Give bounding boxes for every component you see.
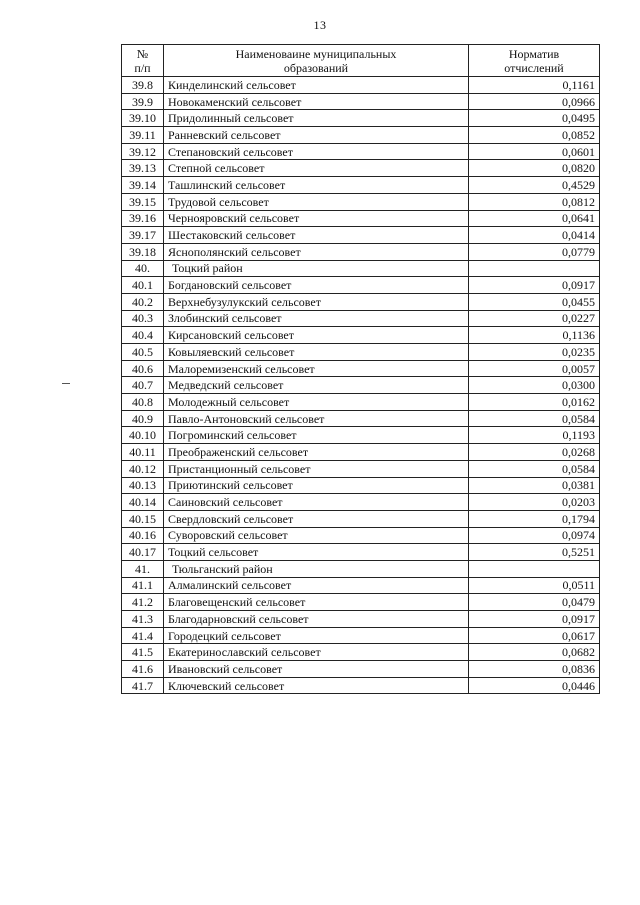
row-number: 40.8 [122,394,164,411]
row-number: 40.1 [122,277,164,294]
row-name: Ковыляевский сельсовет [164,344,469,361]
row-name: Злобинский сельсовет [164,310,469,327]
row-name: Ташлинский сельсовет [164,177,469,194]
row-value: 0,5251 [469,544,600,561]
table-row [122,510,600,527]
row-value: 0,0300 [469,377,600,394]
row-name: Свердловский сельсовет [164,510,469,527]
district-row [122,560,600,577]
table-row [122,227,600,244]
row-name: Преображенский сельсовет [164,444,469,461]
row-number: 40.3 [122,310,164,327]
row-name: Тоцкий сельсовет [164,544,469,561]
header-num: № п/п [122,45,164,77]
table-row [122,344,600,361]
table-row [122,293,600,310]
row-number: 40.15 [122,510,164,527]
table-row [122,143,600,160]
row-number: 41.5 [122,644,164,661]
row-name: Придолинный сельсовет [164,110,469,127]
table-row [122,93,600,110]
row-name: Яснополянский сельсовет [164,243,469,260]
row-number: 40.13 [122,477,164,494]
row-value: 0,0974 [469,527,600,544]
row-name: Кирсановский сельсовет [164,327,469,344]
row-number: 40.16 [122,527,164,544]
row-number: 40.12 [122,460,164,477]
table-row [122,394,600,411]
row-value: 0,1193 [469,427,600,444]
row-name: Городецкий сельсовет [164,627,469,644]
row-value: 0,0917 [469,611,600,628]
row-value: 0,0812 [469,193,600,210]
row-value: 0,0682 [469,644,600,661]
table-row [122,644,600,661]
row-name: Трудовой сельсовет [164,193,469,210]
table-row [122,544,600,561]
district-row [122,260,600,277]
row-value: 0,0584 [469,410,600,427]
row-number: 41.7 [122,677,164,694]
row-value: 0,1794 [469,510,600,527]
row-number: 40.10 [122,427,164,444]
row-value: 0,0641 [469,210,600,227]
table-row [122,327,600,344]
row-name: Новокаменский сельсовет [164,93,469,110]
row-number: 39.15 [122,193,164,210]
table-row [122,594,600,611]
row-number: 41. [122,560,164,577]
row-value: 0,0779 [469,243,600,260]
row-value: 0,0455 [469,293,600,310]
row-number: 40.9 [122,410,164,427]
row-value: 0,0836 [469,661,600,678]
row-name: Тоцкий район [164,260,469,277]
row-value: 0,0495 [469,110,600,127]
table-row [122,243,600,260]
row-name: Малоремизенский сельсовет [164,360,469,377]
row-name: Молодежный сельсовет [164,394,469,411]
table-row [122,410,600,427]
row-name: Шестаковский сельсовет [164,227,469,244]
table-row [122,127,600,144]
row-name: Кинделинский сельсовет [164,77,469,94]
row-name: Суворовский сельсовет [164,527,469,544]
row-value: 0,0584 [469,460,600,477]
row-number: 39.16 [122,210,164,227]
row-number: 40.14 [122,494,164,511]
row-value: 0,0227 [469,310,600,327]
table-row [122,110,600,127]
row-value: 0,0235 [469,344,600,361]
row-name: Богдановский сельсовет [164,277,469,294]
table-row [122,77,600,94]
row-number: 41.6 [122,661,164,678]
row-number: 40.4 [122,327,164,344]
row-number: 40.11 [122,444,164,461]
table-row [122,677,600,694]
table-row [122,427,600,444]
row-number: 39.12 [122,143,164,160]
row-value: 0,0852 [469,127,600,144]
table-row [122,460,600,477]
scan-mark [62,383,70,384]
table-row [122,627,600,644]
row-value: 0,1136 [469,327,600,344]
row-number: 39.11 [122,127,164,144]
row-value: 0,0479 [469,594,600,611]
row-number: 41.1 [122,577,164,594]
row-number: 39.18 [122,243,164,260]
header-name: Наименоваине муниципальных образований [164,45,469,77]
row-value: 0,1161 [469,77,600,94]
row-name: Медведский сельсовет [164,377,469,394]
row-number: 39.8 [122,77,164,94]
row-name: Пристанционный сельсовет [164,460,469,477]
row-name: Верхнебузулукский сельсовет [164,293,469,310]
row-name: Ивановский сельсовет [164,661,469,678]
row-value: 0,0820 [469,160,600,177]
table-row [122,193,600,210]
row-name: Чернояровский сельсовет [164,210,469,227]
row-value: 0,0917 [469,277,600,294]
table-row [122,310,600,327]
table-row [122,494,600,511]
table-row [122,611,600,628]
table-row [122,577,600,594]
row-name: Степной сельсовет [164,160,469,177]
row-value: 0,0617 [469,627,600,644]
row-name: Благодарновский сельсовет [164,611,469,628]
table-row [122,377,600,394]
row-name: Ключевский сельсовет [164,677,469,694]
row-number: 40. [122,260,164,277]
table-row [122,360,600,377]
row-number: 39.13 [122,160,164,177]
row-name: Благовещенский сельсовет [164,594,469,611]
table-row [122,277,600,294]
table-row [122,527,600,544]
row-value: 0,0203 [469,494,600,511]
row-name: Екатеринославский сельсовет [164,644,469,661]
table-row [122,177,600,194]
row-value: 0,0966 [469,93,600,110]
row-value: 0,0601 [469,143,600,160]
row-name: Ранневский сельсовет [164,127,469,144]
row-number: 40.7 [122,377,164,394]
table-row [122,444,600,461]
row-name: Приютинский сельсовет [164,477,469,494]
row-value: 0,0162 [469,394,600,411]
norms-table [121,44,600,694]
row-number: 41.2 [122,594,164,611]
page-number: 13 [313,18,327,32]
row-value: 0,0057 [469,360,600,377]
row-name: Алмалинский сельсовет [164,577,469,594]
row-value [469,260,600,277]
row-value: 0,4529 [469,177,600,194]
row-number: 40.2 [122,293,164,310]
row-number: 40.6 [122,360,164,377]
row-number: 39.10 [122,110,164,127]
row-name: Саиновский сельсовет [164,494,469,511]
row-number: 39.9 [122,93,164,110]
row-name: Степановский сельсовет [164,143,469,160]
row-number: 40.17 [122,544,164,561]
row-number: 39.17 [122,227,164,244]
row-number: 41.4 [122,627,164,644]
table-row [122,477,600,494]
row-value [469,560,600,577]
row-name: Тюльганский район [164,560,469,577]
row-number: 40.5 [122,344,164,361]
table-row [122,661,600,678]
row-number: 41.3 [122,611,164,628]
header-row [122,45,600,77]
row-value: 0,0268 [469,444,600,461]
row-number: 39.14 [122,177,164,194]
table-row [122,210,600,227]
header-value: Норматив отчислений [469,45,600,77]
row-value: 0,0381 [469,477,600,494]
row-value: 0,0414 [469,227,600,244]
row-value: 0,0446 [469,677,600,694]
row-name: Павло-Антоновский сельсовет [164,410,469,427]
table-row [122,160,600,177]
row-name: Погроминский сельсовет [164,427,469,444]
row-value: 0,0511 [469,577,600,594]
